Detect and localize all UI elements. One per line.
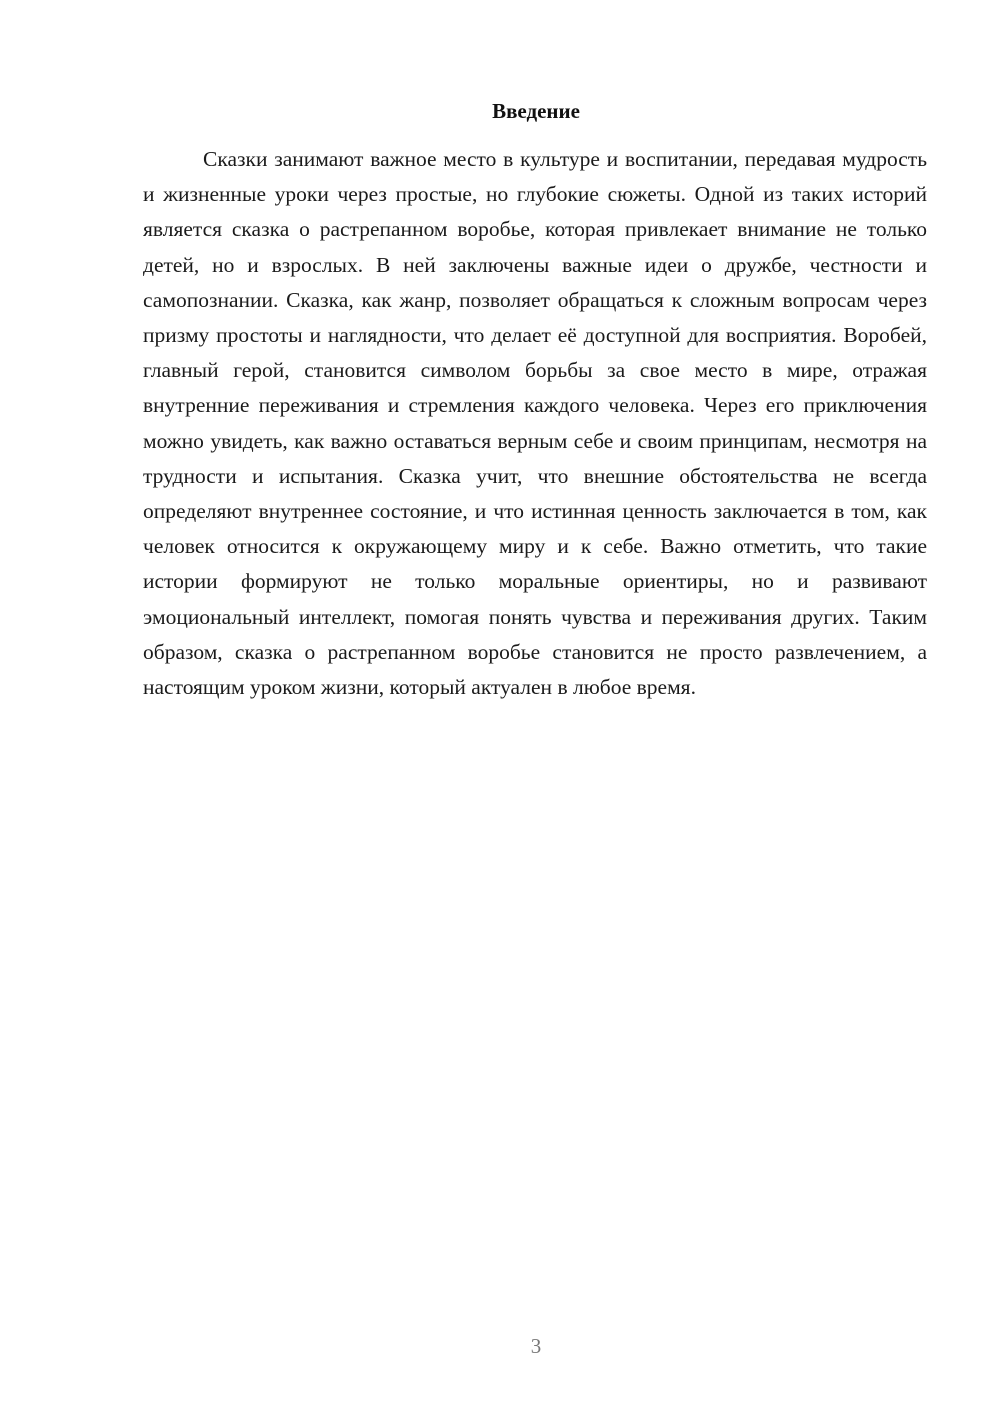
section-heading: Введение bbox=[492, 99, 580, 123]
body-paragraph: Сказки занимают важное место в культуре и воспитании, передавая мудрость и жизненные уроки через простые, но глубокие сюжеты. Одной из таких историй является сказка о растрепанном воробье, которая привлекает внимание не только детей, но и взрослых. В ней заключены важные идеи о дружбе, честности и самопознании. Сказка, как жанр, позволяет обращаться к сложным вопросам через призму простоты и наглядности, что делает её доступной для восприятия. Воробей, главный герой, становится символом борьбы за свое место в мире, отражая внутренние переживания и стремления каждого человека. Через его приключения можно увидеть, как важно оставаться верным себе и своим принципам, несмотря на трудности и испытания. Сказка учит, что внешние обстоятельства не всегда определяют внутреннее состояние, и что истинная ценность заключается в том, как человек относится к окружающему миру и к себе. Важно отметить, что такие истории формируют не только моральные ориентиры, но и развивают эмоциональный интеллект, помогая понять чувства и переживания других. Таким образом, сказка о растрепанном воробье становится не просто развлечением, а настоящим уроком жизни, который актуален в любое время. bbox=[143, 147, 927, 700]
page-number: 3 bbox=[530, 1334, 542, 1358]
